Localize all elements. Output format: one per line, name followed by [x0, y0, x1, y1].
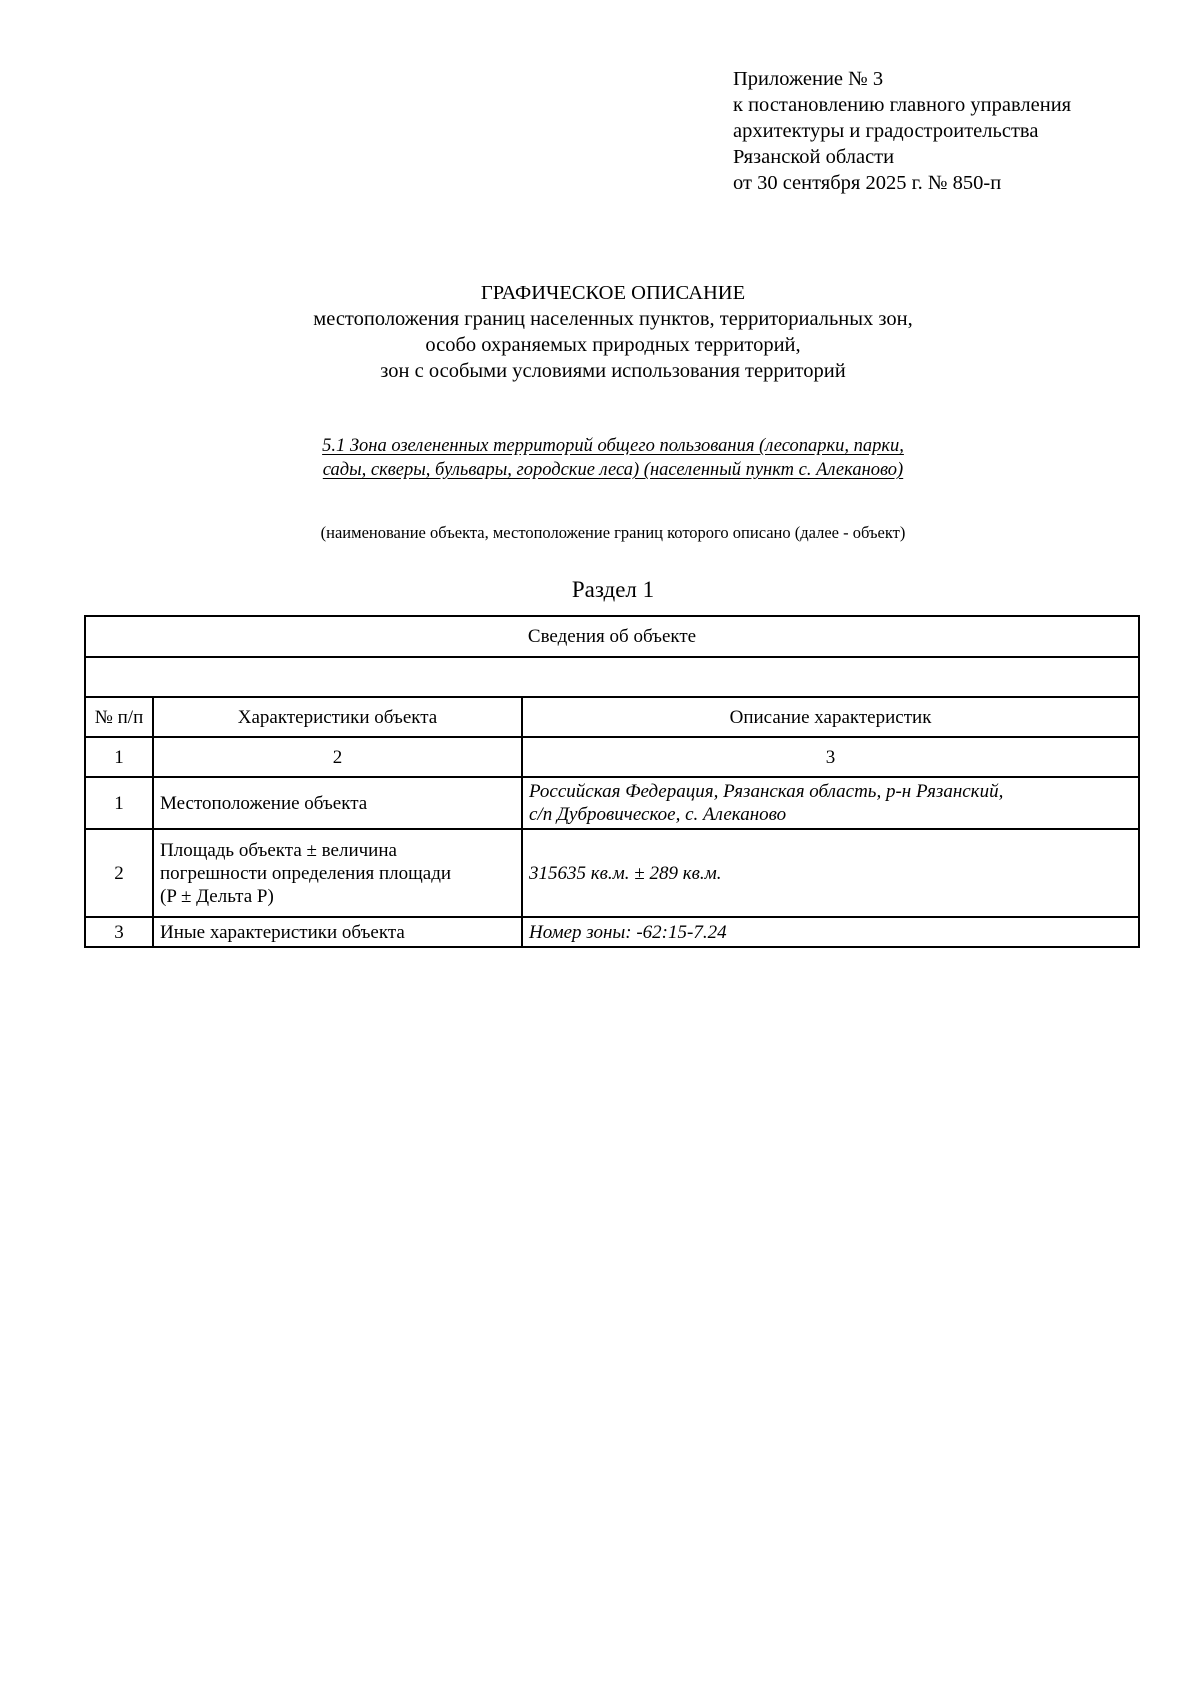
row-number: 2 — [85, 829, 153, 917]
document-subtitle-line: зон с особыми условиями использования территорий — [380, 360, 846, 382]
document-heading: ГРАФИЧЕСКОЕ ОПИСАНИЕ — [480, 282, 746, 304]
column-number: 2 — [153, 737, 522, 777]
row-number: 1 — [85, 777, 153, 829]
appendix-line: от 30 сентября 2025 г. № 850-п — [733, 172, 1002, 194]
table-columns-row — [85, 697, 1139, 737]
column-header-num: № п/п — [85, 697, 153, 737]
row-characteristic-line: Площадь объекта ± величина — [160, 839, 397, 861]
object-caption: (наименование объекта, местоположение границ которого описано (далее - объект) — [320, 523, 906, 542]
object-info-table — [84, 615, 1140, 948]
section-title: Раздел 1 — [571, 577, 655, 602]
table-header: Сведения об объекте — [85, 616, 1139, 657]
table-row — [85, 829, 1139, 917]
column-number: 3 — [522, 737, 1139, 777]
column-header-characteristic: Характеристики объекта — [153, 697, 522, 737]
document-subtitle-line: особо охраняемых природных территорий, — [425, 334, 801, 356]
row-description-line: Российская Федерация, Рязанская область, р-н Рязанский, — [529, 781, 1004, 802]
row-description: 315635 кв.м. ± 289 кв.м. — [522, 829, 1139, 917]
row-characteristic-line: погрешности определения площади — [160, 862, 452, 884]
object-name-line: 5.1 Зона озелененных территорий общего пользования (лесопарки, парки, — [322, 436, 904, 456]
appendix-line: Приложение № 3 — [733, 68, 884, 90]
row-description — [522, 777, 1139, 829]
row-description: Номер зоны: -62:15-7.24 — [522, 917, 1139, 947]
table-empty-cell — [85, 657, 1139, 697]
row-characteristic-line: (P ± Дельта P) — [160, 885, 274, 907]
row-characteristic — [153, 829, 522, 917]
appendix-line: Рязанской области — [733, 146, 895, 168]
row-characteristic: Местоположение объекта — [153, 777, 522, 829]
table-row — [85, 777, 1139, 829]
object-name-block — [0, 434, 1200, 482]
row-description-line: с/п Дубровическое, с. Алеканово — [529, 804, 787, 825]
document-title-block — [0, 280, 1200, 384]
object-name-line: сады, скверы, бульвары, городские леса) (населенный пункт с. Алеканово) — [322, 460, 904, 480]
table-column-numbers-row — [85, 737, 1139, 777]
table-empty-row — [85, 657, 1139, 697]
appendix-block — [733, 66, 1173, 196]
appendix-line: архитектуры и градостроительства — [733, 120, 1039, 142]
row-characteristic: Иные характеристики объекта — [153, 917, 522, 947]
appendix-line: к постановлению главного управления — [733, 94, 1072, 116]
row-number: 3 — [85, 917, 153, 947]
column-number: 1 — [85, 737, 153, 777]
document-subtitle-line: местоположения границ населенных пунктов, территориальных зон, — [313, 308, 913, 330]
column-header-description: Описание характеристик — [522, 697, 1139, 737]
table-header-row — [85, 616, 1139, 657]
table-row — [85, 917, 1139, 947]
